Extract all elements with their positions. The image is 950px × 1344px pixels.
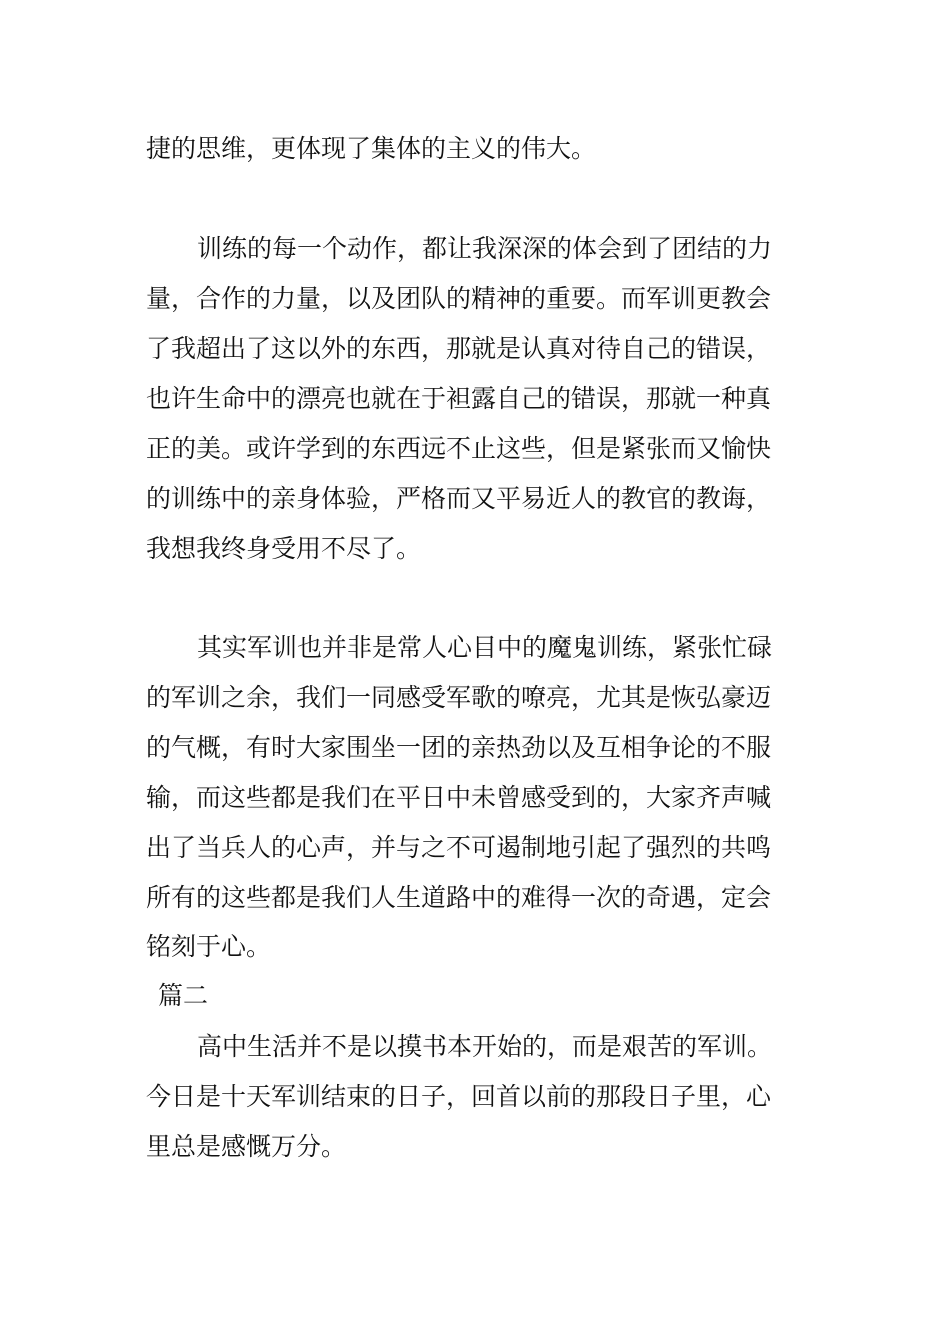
paragraph-3-line-5: 出了当兵人的心声，并与之不可遏制地引起了强烈的共鸣 [146, 833, 772, 862]
paragraph-2-line-7: 我想我终身受用不尽了。 [146, 534, 422, 563]
paragraph-2-line-2: 量，合作的力量，以及团队的精神的重要。而军训更教会 [146, 284, 772, 313]
section-heading: 篇二 [158, 981, 209, 1010]
paragraph-3-line-1: 其实军训也并非是常人心目中的魔鬼训练，紧张忙碌 [197, 633, 773, 662]
paragraph-2-line-5: 正的美。或许学到的东西远不止这些，但是紧张而又愉快 [146, 434, 772, 463]
paragraph-1-line-1: 捷的思维，更体现了集体的主义的伟大。 [146, 134, 597, 163]
paragraph-3-line-3: 的气概，有时大家围坐一团的亲热劲以及互相争论的不服 [146, 733, 772, 762]
paragraph-4-line-1: 高中生活并不是以摸书本开始的，而是艰苦的军训。 [197, 1032, 773, 1061]
paragraph-3-line-6: 所有的这些都是我们人生道路中的难得一次的奇遇，定会 [146, 883, 772, 912]
paragraph-4-line-2: 今日是十天军训结束的日子，回首以前的那段日子里，心 [146, 1082, 772, 1111]
paragraph-3-line-7: 铭刻于心。 [146, 932, 272, 961]
paragraph-2-line-1: 训练的每一个动作，都让我深深的体会到了团结的力 [197, 234, 773, 263]
paragraph-4-line-3: 里总是感慨万分。 [146, 1132, 347, 1161]
paragraph-2-line-3: 了我超出了这以外的东西，那就是认真对待自己的错误， [146, 334, 772, 363]
paragraph-2-line-6: 的训练中的亲身体验，严格而又平易近人的教官的教诲， [146, 484, 772, 513]
paragraph-2-line-4: 也许生命中的漂亮也就在于袒露自己的错误，那就一种真 [146, 384, 772, 413]
paragraph-3-line-4: 输，而这些都是我们在平日中未曾感受到的，大家齐声喊 [146, 783, 772, 812]
paragraph-3-line-2: 的军训之余，我们一同感受军歌的嘹亮，尤其是恢弘豪迈 [146, 683, 772, 712]
